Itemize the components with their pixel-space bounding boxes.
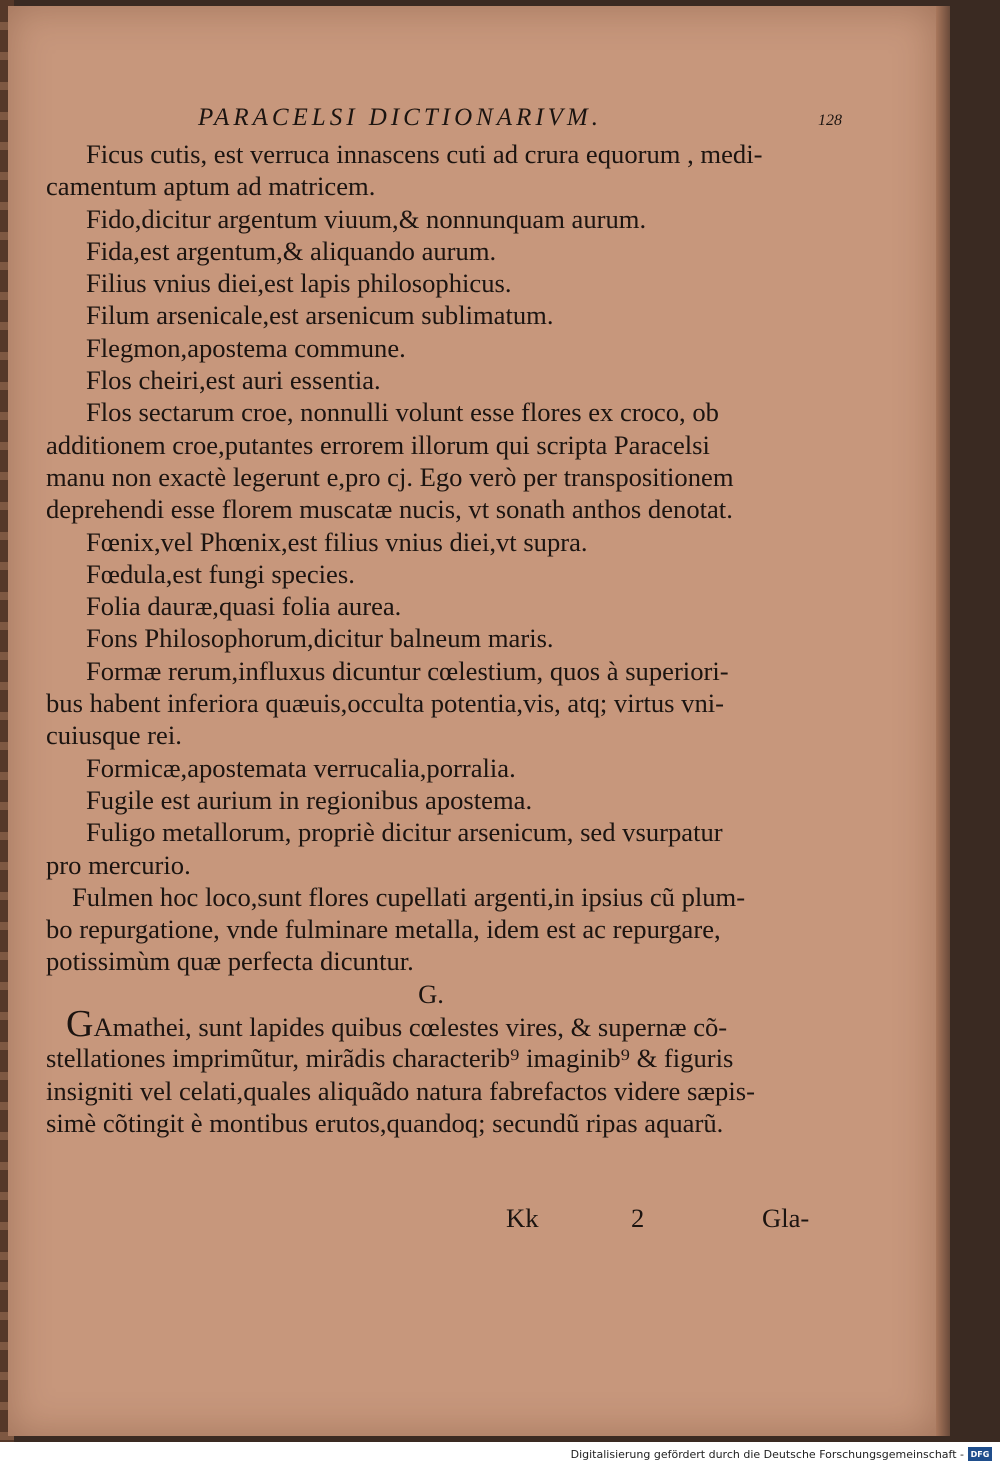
text-line: Filum arsenicale,est arsenicum sublimatum.: [86, 300, 554, 331]
signature-mark: Kk: [506, 1203, 539, 1233]
text-line: Fida,est argentum,& aliquando aurum.: [86, 235, 497, 266]
running-title: PARACELSI DICTIONARIVM.: [198, 104, 603, 131]
text-line: simè cõtingit è montibus erutos,quandoq; secundũ ripas aquarũ.: [46, 1107, 724, 1138]
text-line: additionem croe,putantes errorem illorum qui scripta Paracelsi: [46, 429, 710, 460]
text-line: Flos cheiri,est auri essentia.: [86, 365, 381, 396]
page-number: 128: [818, 112, 842, 129]
catchword: Gla-: [762, 1203, 810, 1233]
text-line: insigniti vel celati,quales aliquãdo natura fabrefactos videre sæpis-: [46, 1075, 755, 1106]
catchword-line: [46, 1203, 826, 1237]
text-line: Flegmon,apostema commune.: [86, 332, 406, 363]
text-line: Fulmen hoc loco,sunt flores cupellati argenti,in ipsius cũ plum-: [72, 881, 746, 912]
text-line: pro mercurio.: [46, 849, 191, 880]
text-line: bus habent inferiora quæuis,occulta potentia,vis, atq; virtus vni-: [46, 688, 724, 719]
text-line: Ficus cutis, est verruca innascens cuti ad crura equorum , medi-: [86, 139, 763, 169]
text-line: Filius vnius diei,est lapis philosophicus.: [86, 268, 512, 299]
text-line: Fœdula,est fungi species.: [86, 558, 355, 589]
text-line: Fons Philosophorum,dicitur balneum maris.: [86, 623, 554, 654]
text-line: potissimùm quæ perfecta dicuntur.: [46, 946, 414, 977]
text-line: cuiusque rei.: [46, 720, 182, 751]
text-line: [46, 1003, 826, 1046]
text-line: Folia dauræ,quasi folia aurea.: [86, 591, 402, 622]
text-line: Formicæ,apostemata verrucalia,porralia.: [86, 752, 516, 783]
page-edge: [936, 6, 950, 1436]
text-line: Fuligo metallorum, propriè dicitur arsenicum, sed vsurpatur: [86, 817, 723, 848]
body-text: [46, 138, 826, 1139]
dfg-credit: Digitalisierung gefördert durch die Deutsche Forschungsgemeinschaft -: [570, 1448, 964, 1461]
text-line: Fugile est aurium in regionibus apostema.: [86, 784, 533, 815]
text-line: Formæ rerum,influxus dicuntur cœlestium, quos à superiori-: [86, 655, 729, 686]
text-line: Flos sectarum croe, nonnulli volunt esse flores ex croco, ob: [86, 397, 719, 428]
text-line: manu non exactè legerunt e,pro cj. Ego verò per transpositionem: [46, 461, 734, 492]
drop-cap: G: [66, 1003, 94, 1046]
text-line: Fœnix,vel Phœnix,est filius vnius diei,vt supra.: [86, 526, 588, 557]
section-letter: G.: [418, 978, 444, 1009]
text-line: Fido,dicitur argentum viuum,& nonnunquam aurum.: [86, 203, 647, 234]
dfg-logo-icon: DFG: [968, 1447, 992, 1461]
text-line: bo repurgatione, vnde fulminare metalla, idem est ac repurgare,: [46, 914, 721, 945]
text-line: camentum aptum ad matricem.: [46, 171, 376, 202]
signature-number: 2: [631, 1203, 645, 1233]
running-header: [198, 104, 848, 140]
text-line: stellationes imprimũtur, mirãdis characterib⁹ imaginib⁹ & figuris: [46, 1043, 734, 1074]
text-line-rest: Amathei, sunt lapides quibus cœlestes vires, & supernæ cõ-: [93, 1012, 728, 1043]
text-line: deprehendi esse florem muscatæ nucis, vt sonath anthos denotat.: [46, 494, 733, 525]
